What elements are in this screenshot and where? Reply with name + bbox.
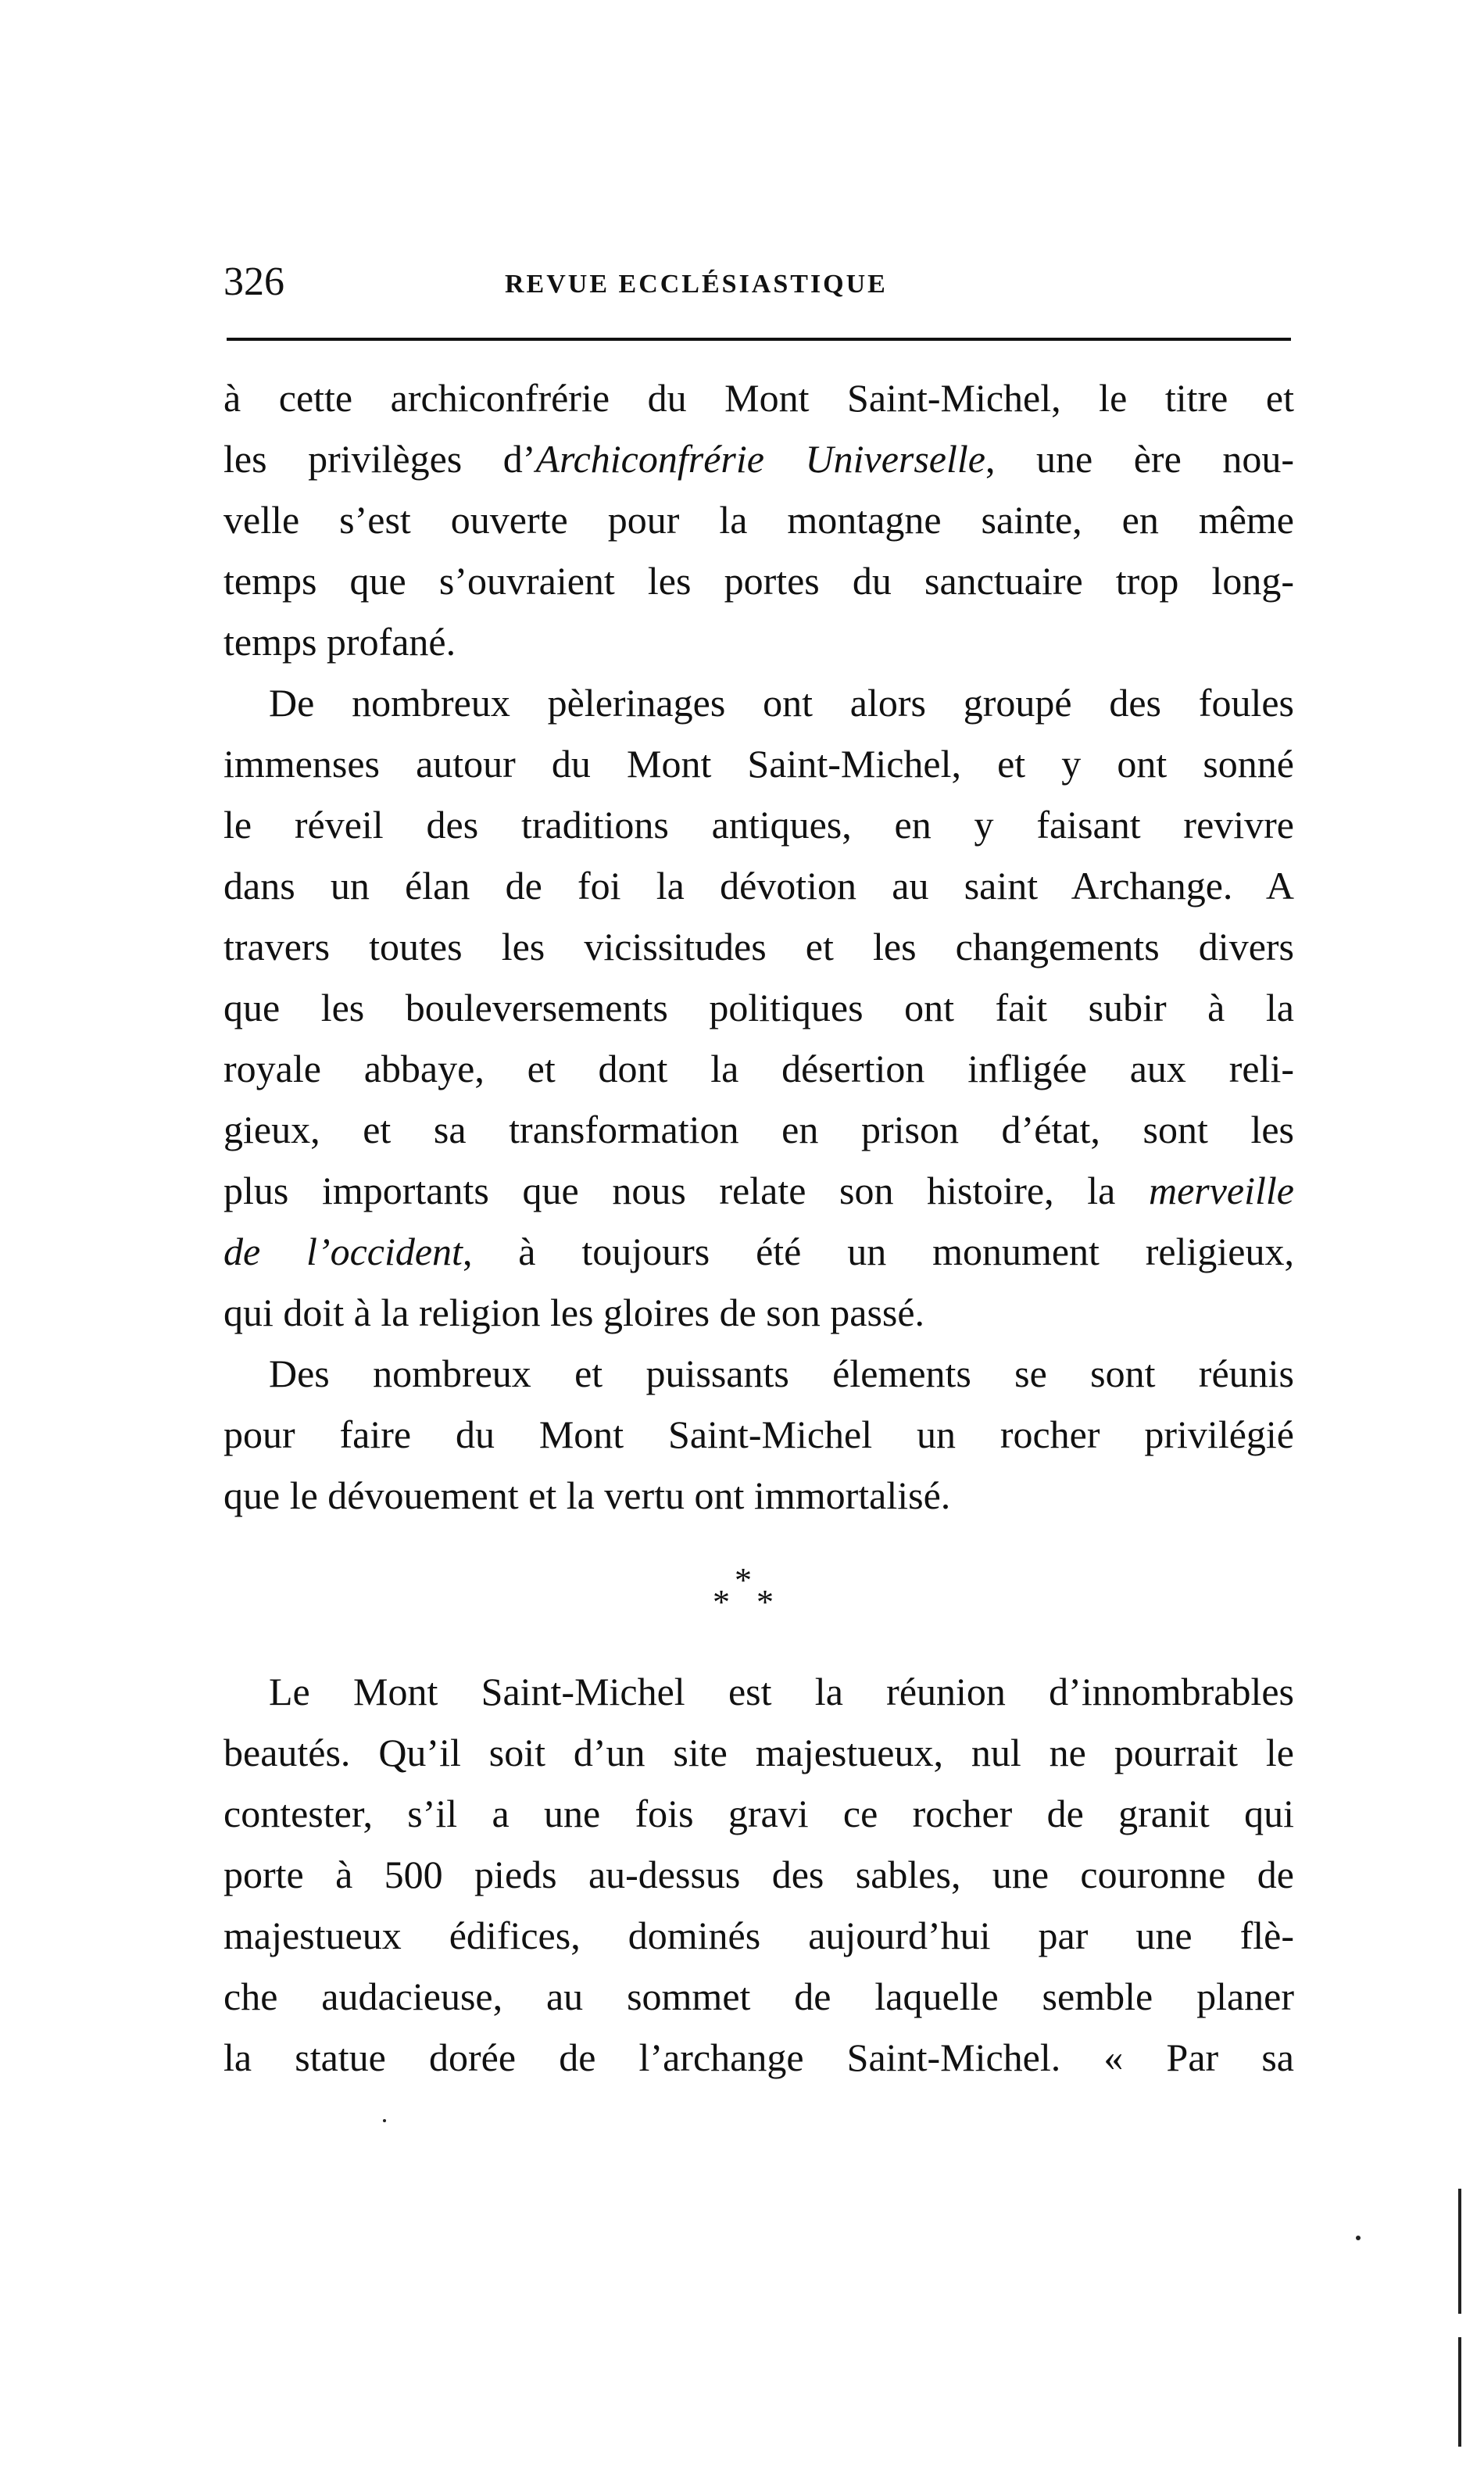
text-line: travers toutes les vicissitudes et les changements divers bbox=[223, 925, 1294, 968]
text-line: qui doit à la religion les gloires de son passé. bbox=[223, 1291, 925, 1334]
paragraph-2 bbox=[223, 672, 1294, 1343]
paragraph-3 bbox=[223, 1343, 1294, 1526]
text-run: les privilèges d’ bbox=[223, 437, 536, 481]
asterism-star: * bbox=[756, 1583, 774, 1621]
text-line: Des nombreux et puissants élements se sont réunis bbox=[269, 1352, 1294, 1395]
text-line: velle s’est ouverte pour la montagne sainte, en même bbox=[223, 498, 1294, 542]
text-line: dans un élan de foi la dévotion au saint Archange. A bbox=[223, 864, 1294, 908]
text-line: beautés. Qu’il soit d’un site majestueux, nul ne pourrait le bbox=[223, 1731, 1294, 1774]
text-line: contester, s’il a une fois gravi ce rocher de granit qui bbox=[223, 1792, 1294, 1835]
text-line: majestueux édifices, dominés aujourd’hui par une flè- bbox=[223, 1914, 1294, 1957]
text-line: à cette archiconfrérie du Mont Saint-Michel, le titre et bbox=[223, 376, 1294, 420]
italic-phrase: merveille bbox=[1148, 1169, 1294, 1212]
text-line: la statue dorée de l’archange Saint-Michel. « Par sa bbox=[223, 2035, 1294, 2079]
italic-title: Archiconfrérie Universelle bbox=[535, 437, 985, 481]
text-line bbox=[223, 428, 1294, 489]
text-line: Le Mont Saint-Michel est la réunion d’innombrables bbox=[269, 1670, 1294, 1713]
asterism-star: * bbox=[713, 1583, 730, 1621]
header-rule bbox=[227, 338, 1291, 341]
text-line: royale abbaye, et dont la désertion infligée aux reli- bbox=[223, 1047, 1294, 1090]
scan-speck bbox=[383, 2119, 386, 2122]
text-run: plus importants que nous relate son histoire, la bbox=[223, 1169, 1149, 1212]
italic-phrase: de l’occident bbox=[223, 1230, 463, 1273]
text-line: temps profané. bbox=[223, 620, 456, 664]
text-line: porte à 500 pieds au-dessus des sables, une couronne de bbox=[223, 1853, 1294, 1896]
scan-edge-mark bbox=[1458, 2337, 1461, 2447]
text-run: , à toujours été un monument religieux, bbox=[462, 1230, 1294, 1273]
asterism-star: * bbox=[735, 1561, 752, 1599]
text-line bbox=[223, 1160, 1294, 1221]
text-line: gieux, et sa transformation en prison d’état, sont les bbox=[223, 1108, 1294, 1151]
scan-speck bbox=[1356, 2236, 1361, 2240]
paragraph-1 bbox=[223, 367, 1294, 672]
paragraph-4 bbox=[223, 1661, 1294, 2088]
text-line: immenses autour du Mont Saint-Michel, et y ont sonné bbox=[223, 742, 1294, 786]
text-line: temps que s’ouvraient les portes du sanctuaire trop long- bbox=[223, 559, 1294, 603]
text-line: le réveil des traditions antiques, en y faisant revivre bbox=[223, 803, 1294, 847]
scan-edge-mark bbox=[1458, 2189, 1461, 2314]
text-run: , une ère nou- bbox=[985, 437, 1294, 481]
text-line: pour faire du Mont Saint-Michel un rocher privilégié bbox=[223, 1412, 1294, 1456]
text-line: que les bouleversements politiques ont fait subir à la bbox=[223, 986, 1294, 1029]
section-asterism bbox=[711, 1563, 781, 1626]
text-line bbox=[223, 1221, 1294, 1282]
page-header bbox=[223, 255, 1296, 310]
running-head: REVUE ECCLÉSIASTIQUE bbox=[505, 270, 888, 299]
text-line: De nombreux pèlerinages ont alors groupé des foules bbox=[269, 681, 1294, 725]
text-line: che audacieuse, au sommet de laquelle semble planer bbox=[223, 1975, 1294, 2018]
page-number: 326 bbox=[223, 260, 284, 304]
text-line: que le dévouement et la vertu ont immortalisé. bbox=[223, 1473, 951, 1517]
